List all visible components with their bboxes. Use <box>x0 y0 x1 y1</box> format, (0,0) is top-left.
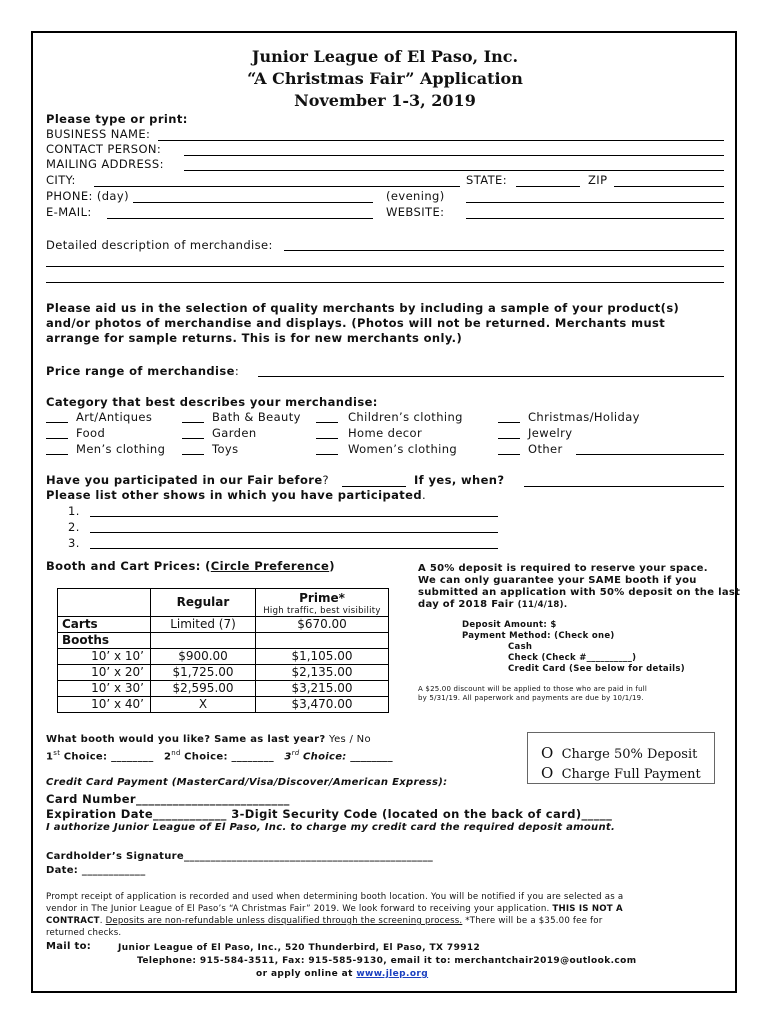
cat-other-field[interactable] <box>576 454 724 455</box>
contact-person-field[interactable] <box>184 155 724 156</box>
mail-address: Junior League of El Paso, Inc., 520 Thunderbird, El Paso, TX 79912 <box>118 943 481 953</box>
participated-field[interactable] <box>342 486 406 487</box>
phone-day-label: PHONE: (day) <box>46 189 129 203</box>
cat-toys: Toys <box>212 442 239 456</box>
cell-regular: $900.00 <box>151 649 256 665</box>
cc-heading: Credit Card Payment (MasterCard/Visa/Discover/American Express): <box>46 777 448 788</box>
row-label: 10’ x 20’ <box>58 665 151 681</box>
other-shows-label: Please list other shows in which you have participated. <box>46 488 427 502</box>
cat-christmas: Christmas/Holiday <box>528 410 640 424</box>
table-row <box>58 665 389 681</box>
other-show-num-1: 1. <box>68 504 80 518</box>
price-range-label: Price range of merchandise: <box>46 364 240 378</box>
other-show-num-2: 2. <box>68 520 80 534</box>
email-field[interactable] <box>107 218 373 219</box>
radio-icon[interactable]: O <box>541 764 554 782</box>
signature[interactable]: Cardholder’s Signature_______________________________________________ <box>46 851 434 862</box>
cat-food: Food <box>76 426 106 440</box>
cat-blank-children[interactable] <box>316 422 338 423</box>
cat-blank-womens[interactable] <box>316 454 338 455</box>
row-label: Booths <box>58 633 151 649</box>
discount-line-1: A $25.00 discount will be applied to those who are paid in full <box>418 685 647 693</box>
cat-blank-christmas[interactable] <box>498 422 520 423</box>
mailing-address-label: MAILING ADDRESS: <box>46 157 164 171</box>
cat-home: Home decor <box>348 426 423 440</box>
cat-children: Children’s clothing <box>348 410 463 424</box>
zip-field[interactable] <box>614 186 724 187</box>
city-field[interactable] <box>94 186 460 187</box>
table-row <box>58 697 389 713</box>
footer-para-4: returned checks. <box>46 928 122 938</box>
org-title: Junior League of El Paso, Inc. <box>251 47 519 66</box>
method-cash[interactable]: Cash <box>508 642 533 652</box>
state-field[interactable] <box>516 186 580 187</box>
deposit-line-3: submitted an application with 50% deposit on the last <box>418 587 741 598</box>
description-field-3[interactable] <box>46 282 724 283</box>
cat-garden: Garden <box>212 426 257 440</box>
cell-regular: $1,725.00 <box>151 665 256 681</box>
apply-online: or apply online at www.jlep.org <box>256 969 429 979</box>
telephone-line: Telephone: 915-584-3511, Fax: 915-585-9130, email it to: merchantchair2019@outlook.com <box>137 956 637 966</box>
cat-bath: Bath & Beauty <box>212 410 301 424</box>
cat-art: Art/Antiques <box>76 410 153 424</box>
row-label: 10’ x 10’ <box>58 649 151 665</box>
category-label: Category that best describes your merchandise: <box>46 395 378 409</box>
authorize-text: I authorize Junior League of El Paso, Inc. to charge my credit card the required deposit amount. <box>46 822 616 833</box>
date[interactable]: Date: ____________ <box>46 865 146 876</box>
if-yes-label: If yes, when? <box>414 473 505 487</box>
other-show-num-3: 3. <box>68 536 80 550</box>
table-row <box>58 681 389 697</box>
cell-regular <box>151 633 256 649</box>
booth-question: What booth would you like? Same as last year? Yes / No <box>46 734 371 745</box>
card-number[interactable]: Card Number_________________________ <box>46 792 290 806</box>
description-label: Detailed description of merchandise: <box>46 238 273 252</box>
cat-blank-jewelry[interactable] <box>498 438 520 439</box>
other-show-field-3[interactable] <box>90 548 498 549</box>
cat-other: Other <box>528 442 563 456</box>
phone-evening-label: (evening) <box>386 189 445 203</box>
deposit-line-4: day of 2018 Fair (11/4/18). <box>418 599 568 610</box>
cat-blank-other[interactable] <box>498 454 520 455</box>
booth-heading: Booth and Cart Prices: (Circle Preference) <box>46 559 335 573</box>
cell-regular: $2,595.00 <box>151 681 256 697</box>
deposit-line-2: We can only guarantee your SAME booth if you <box>418 575 697 586</box>
charge-full-option[interactable]: O Charge Full Payment <box>541 764 701 782</box>
state-label: STATE: <box>466 173 507 187</box>
cell-prime <box>256 633 389 649</box>
cat-blank-garden[interactable] <box>182 438 204 439</box>
price-table <box>57 588 389 713</box>
cat-jewelry: Jewelry <box>528 426 573 440</box>
method-credit[interactable]: Credit Card (See below for details) <box>508 664 685 674</box>
footer-para-2: vendor in The Junior League of El Paso’s “A Christmas Fair” 2019. We look forward to receiving your application. THIS IS NOT A <box>46 904 623 914</box>
description-field[interactable] <box>284 250 724 251</box>
description-field-2[interactable] <box>46 266 724 267</box>
table-header-row <box>58 589 389 617</box>
form-frame <box>31 31 737 993</box>
cat-blank-mens[interactable] <box>46 454 68 455</box>
if-yes-field[interactable] <box>524 486 724 487</box>
other-show-field-1[interactable] <box>90 516 498 517</box>
deposit-line-1: A 50% deposit is required to reserve your space. <box>418 563 708 574</box>
cell-prime: $2,135.00 <box>256 665 389 681</box>
city-label: CITY: <box>46 173 76 187</box>
business-name-field[interactable] <box>158 140 724 141</box>
cell-prime: $1,105.00 <box>256 649 389 665</box>
cell-prime: $3,470.00 <box>256 697 389 713</box>
prime-note: High traffic, best visibility <box>263 606 381 616</box>
footer-para-3: CONTRACT. Deposits are non-refundable unless disqualified through the screening process. *There will be a $35.00 fee for <box>46 916 603 926</box>
cell-regular: X <box>151 697 256 713</box>
table-row <box>58 633 389 649</box>
cell-regular: Limited (7) <box>151 617 256 633</box>
cell-prime: $670.00 <box>256 617 389 633</box>
method-check[interactable]: Check (Check #__________) <box>508 653 637 663</box>
table-row <box>58 649 389 665</box>
radio-icon[interactable]: O <box>541 744 554 762</box>
header-blank <box>58 589 151 617</box>
cat-blank-food[interactable] <box>46 438 68 439</box>
sample-note-2: and/or photos of merchandise and displays. (Photos will not be returned. Merchants must <box>46 316 666 330</box>
event-title: “A Christmas Fair” Application <box>247 69 523 88</box>
phone-evening-field[interactable] <box>466 202 724 203</box>
deposit-amount: Deposit Amount: $ <box>462 620 557 630</box>
phone-day-field[interactable] <box>133 202 373 203</box>
col-prime: Prime* High traffic, best visibility <box>256 589 389 617</box>
booth-choices: 1st Choice: ________ 2nd Choice: ________ 3rd Choice: ________ <box>46 749 393 763</box>
cell-prime: $3,215.00 <box>256 681 389 697</box>
cat-blank-home[interactable] <box>316 438 338 439</box>
mailing-address-field[interactable] <box>184 170 724 171</box>
row-label: 10’ x 40’ <box>58 697 151 713</box>
cat-blank-art[interactable] <box>46 422 68 423</box>
mail-label: Mail to: <box>46 941 92 952</box>
cat-womens: Women’s clothing <box>348 442 458 456</box>
business-name-label: BUSINESS NAME: <box>46 127 151 141</box>
website-link[interactable]: www.jlep.org <box>356 969 429 979</box>
table-row <box>58 617 389 633</box>
sample-note-3: arrange for sample returns. This is for new merchants only.) <box>46 331 463 345</box>
sample-note-1: Please aid us in the selection of quality merchants by including a sample of your product(s) <box>46 301 680 315</box>
participated-question: Have you participated in our Fair before? <box>46 473 330 487</box>
event-dates: November 1-3, 2019 <box>294 91 476 110</box>
expiration-security[interactable]: Expiration Date____________ 3-Digit Security Code (located on the back of card)_____ <box>46 807 613 821</box>
contact-person-label: CONTACT PERSON: <box>46 142 162 156</box>
charge-deposit-option[interactable]: O Charge 50% Deposit <box>541 744 698 762</box>
cat-blank-toys[interactable] <box>182 454 204 455</box>
website-field[interactable] <box>466 218 724 219</box>
email-label: E-MAIL: <box>46 205 92 219</box>
other-show-field-2[interactable] <box>90 532 498 533</box>
discount-line-2: by 5/31/19. All paperwork and payments are due by 10/1/19. <box>418 694 644 702</box>
cat-mens: Men’s clothing <box>76 442 166 456</box>
price-range-field[interactable] <box>258 376 724 377</box>
footer-para-1: Prompt receipt of application is recorded and used when determining booth location. You will be notified if you are selected as a <box>46 892 624 902</box>
col-regular: Regular <box>151 589 256 617</box>
row-label: 10’ x 30’ <box>58 681 151 697</box>
cat-blank-bath[interactable] <box>182 422 204 423</box>
payment-method: Payment Method: (Check one) <box>462 631 615 641</box>
website-label: WEBSITE: <box>386 205 445 219</box>
zip-label: ZIP <box>588 173 608 187</box>
instruction: Please type or print: <box>46 112 188 126</box>
row-label: Carts <box>58 617 151 633</box>
